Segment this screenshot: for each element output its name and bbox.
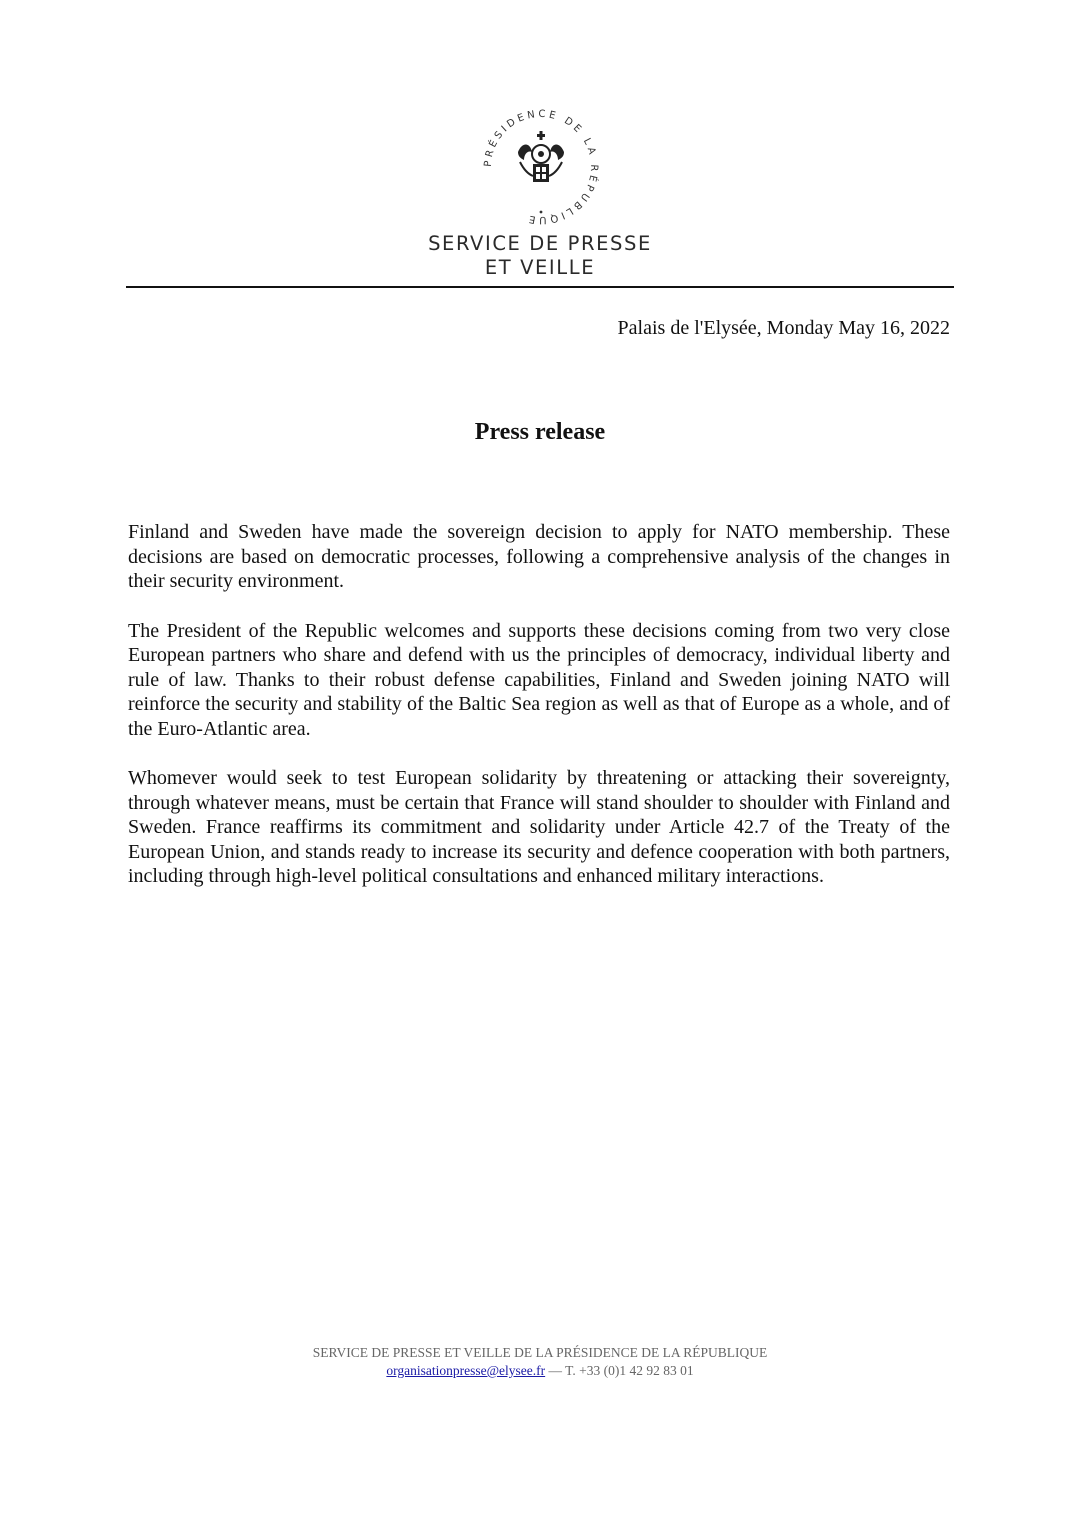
- footer: [0, 1344, 1080, 1380]
- body-paragraph-1: Finland and Sweden have made the sovereign decision to apply for NATO membership. These decisions are based on democratic processes, following a comprehensive analysis of the changes in their security environment.: [128, 521, 950, 592]
- presidency-seal-icon: [478, 104, 604, 230]
- date-location-line: Palais de l'Elysée, Monday May 16, 2022: [617, 317, 950, 339]
- body-paragraph-3: Whomever would seek to test European solidarity by threatening or attacking their sovereignty, through whatever means, must be certain that France will stand shoulder to shoulder with Finland and Sweden. France reaffirms its commitment and solidarity under Article 42.7 of the Treaty of the European Union, and stands ready to increase its security and defence cooperation with both partners, including through high-level political consultations and enhanced military interactions.: [128, 767, 950, 887]
- service-title-line2: ET VEILLE: [484, 256, 596, 279]
- body-text: [128, 520, 950, 914]
- service-title-line1: SERVICE DE PRESSE: [428, 232, 652, 255]
- page-title: Press release: [474, 419, 606, 445]
- svg-text:PRÉSIDENCE DE LA RÉPUBLIQUE: PRÉSIDENCE DE LA RÉPUBLIQUE: [482, 108, 600, 226]
- footer-organization: SERVICE DE PRESSE ET VEILLE DE LA PRÉSIDENCE DE LA RÉPUBLIQUE: [312, 1345, 768, 1360]
- body-paragraph-2: The President of the Republic welcomes and supports these decisions coming from two very close European partners who share and defend with us the principles of democracy, individual liberty and rule of law. Thanks to their robust defense capabilities, Finland and Sweden joining NATO will reinforce the security and stability of the Baltic Sea region as well as that of Europe as a whole, and of the Euro-Atlantic area.: [128, 619, 950, 740]
- footer-email-link[interactable]: organisationpresse@elysee.fr: [386, 1363, 546, 1378]
- footer-contact: [0, 1362, 1080, 1380]
- header-divider: [126, 286, 954, 288]
- footer-phone: — T. +33 (0)1 42 92 83 01: [545, 1363, 694, 1378]
